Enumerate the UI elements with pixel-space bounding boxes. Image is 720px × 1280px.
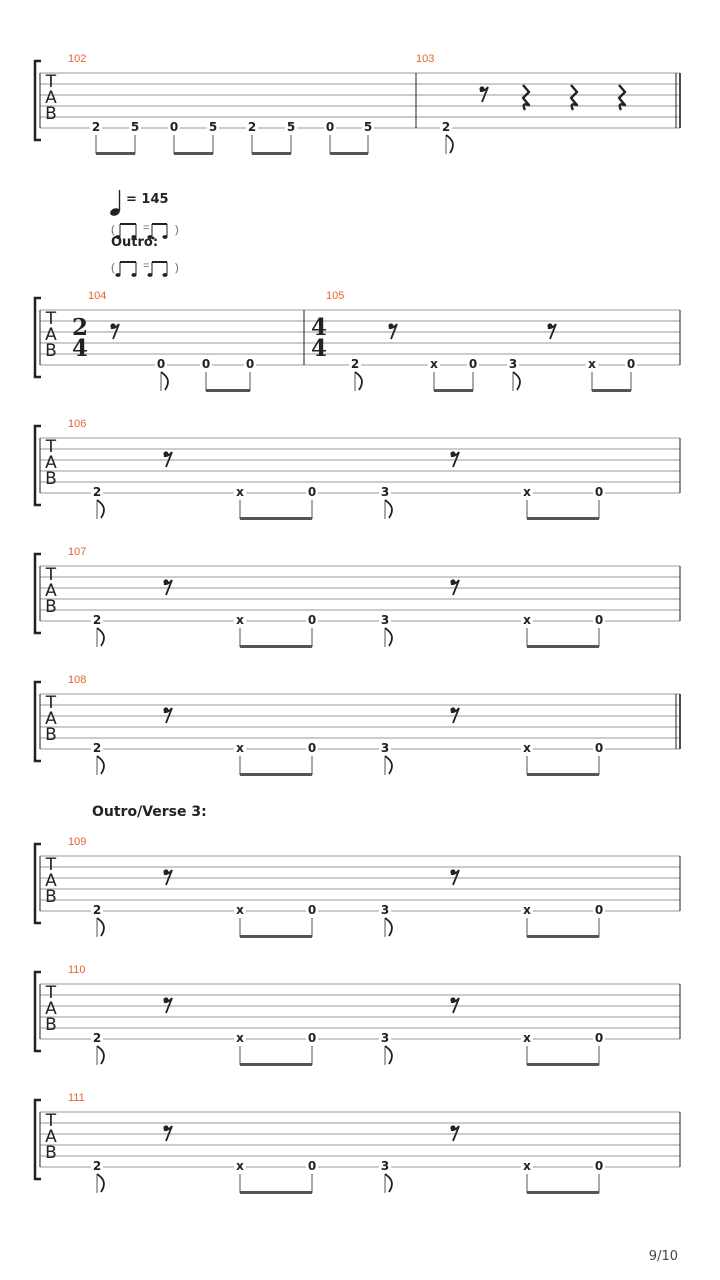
time-signature-digit: 4 [310,335,328,362]
tab-system [35,53,680,155]
measure-number: 107 [68,546,87,558]
beam [527,1063,599,1066]
tab-clef-letter: T [45,855,57,875]
tab-clef-letter: B [45,104,57,124]
fret-number: 0 [307,903,317,917]
measure-number: 102 [68,53,87,65]
fret-number: x [523,903,531,917]
fret-number: 0 [307,485,317,499]
tab-clef-letter: A [45,581,57,601]
tab-clef-letter: B [45,887,57,907]
fret-number: 2 [92,1159,102,1173]
tab-system [35,546,680,648]
fret-number: 3 [380,1159,390,1173]
fret-number: x [236,485,244,499]
tab-system [35,418,680,520]
fret-number: 0 [307,1159,317,1173]
note-flag [385,1046,392,1064]
fret-number: 2 [91,120,101,134]
tab-clef-letter: T [45,565,57,585]
tab-clef-letter: T [45,72,57,92]
tab-clef-letter: B [45,341,57,361]
note-flag [385,500,392,518]
tab-system [35,674,680,776]
fret-number: 0 [594,1159,604,1173]
tab-system [35,964,680,1066]
fret-number: x [523,613,531,627]
measure-number: 109 [68,836,87,848]
tab-clef-letter: A [45,1127,57,1147]
time-signature-digit: 4 [71,335,89,362]
beam [96,152,135,155]
section-label-outro: Outro: [111,235,159,250]
time-signature-digit: 4 [310,314,328,341]
fret-number: 0 [156,357,166,371]
tab-clef-letter: T [45,437,57,457]
fret-number: x [236,741,244,755]
note-flag [355,372,362,390]
fret-number: 5 [286,120,296,134]
tab-clef-letter: B [45,597,57,617]
tab-clef-letter: A [45,453,57,473]
fret-number: 2 [247,120,257,134]
measure-number: 111 [68,1092,85,1104]
beam [240,1191,312,1194]
fret-number: 0 [245,357,255,371]
beam [527,1191,599,1194]
fret-number: 2 [92,1031,102,1045]
tempo-bpm: = 145 [126,192,169,207]
fret-number: 0 [325,120,335,134]
fret-number: x [523,485,531,499]
section-label-outro-verse-3: Outro/Verse 3: [92,804,207,820]
swing-equals: = [143,222,150,234]
measure-number: 110 [68,964,86,976]
swing-paren-close: ) [175,224,179,236]
tab-clef-letter: T [45,983,57,1003]
tab-clef-letter: B [45,1015,57,1035]
beam [252,152,291,155]
tab-system [35,1092,680,1194]
swing-note-head [131,273,136,277]
tab-system [35,836,680,938]
fret-number: 2 [350,357,360,371]
fret-number: 0 [594,613,604,627]
beam [527,517,599,520]
fret-number: 2 [92,613,102,627]
swing-paren-open: ( [111,224,115,236]
beam [240,517,312,520]
note-flag [513,372,520,390]
tab-clef-letter: T [45,1111,57,1131]
note-flag [97,918,104,936]
page-number: 9/10 [648,1249,678,1264]
fret-number: 0 [594,485,604,499]
fret-number: 0 [307,1031,317,1045]
measure-number: 103 [416,53,435,65]
fret-number: 5 [363,120,373,134]
swing-note-head [115,273,120,277]
tab-clef-letter: B [45,1143,57,1163]
beam [434,389,473,392]
fret-number: 0 [201,357,211,371]
beam [174,152,213,155]
fret-number: x [523,1031,531,1045]
note-flag [385,918,392,936]
swing-paren-close: ) [175,262,179,274]
note-flag [385,1174,392,1192]
fret-number: 0 [307,613,317,627]
tab-clef-letter: B [45,469,57,489]
fret-number: 3 [508,357,518,371]
fret-number: x [236,613,244,627]
fret-number: 0 [594,741,604,755]
beam [240,773,312,776]
note-flag [97,1174,104,1192]
fret-number: 2 [441,120,451,134]
fret-number: 3 [380,1031,390,1045]
note-flag [385,628,392,646]
note-flag [97,628,104,646]
fret-number: 3 [380,613,390,627]
fret-number: 3 [380,741,390,755]
fret-number: 3 [380,485,390,499]
fret-number: 0 [169,120,179,134]
fret-number: 0 [626,357,636,371]
swing-equals: = [143,260,150,272]
beam [240,645,312,648]
swing-note-head [162,235,167,239]
fret-number: 5 [130,120,140,134]
beam [240,935,312,938]
tab-clef-letter: A [45,325,57,345]
note-flag [161,372,168,390]
tempo-marking [109,190,179,277]
note-flag [97,756,104,774]
fret-number: 5 [208,120,218,134]
tab-clef-letter: A [45,88,57,108]
measure-number: 105 [326,290,345,302]
measure-number: 108 [68,674,87,686]
fret-number: 0 [594,1031,604,1045]
swing-paren-open: ( [111,262,115,274]
tab-clef-letter: A [45,999,57,1019]
note-flag [97,1046,104,1064]
time-signature-digit: 2 [71,314,89,341]
tab-clef-letter: B [45,725,57,745]
beam [527,935,599,938]
tab-clef-letter: A [45,871,57,891]
beam [527,773,599,776]
swing-note-head [147,273,152,277]
note-flag [385,756,392,774]
fret-number: x [236,903,244,917]
swing-note-head [162,273,167,277]
beam [206,389,250,392]
note-flag [97,500,104,518]
fret-number: x [430,357,438,371]
fret-number: 0 [307,741,317,755]
fret-number: x [236,1159,244,1173]
tab-system [35,290,680,392]
tab-clef-letter: T [45,693,57,713]
beam [330,152,368,155]
fret-number: 2 [92,485,102,499]
fret-number: 0 [468,357,478,371]
beam [527,645,599,648]
note-flag [446,135,453,153]
fret-number: 2 [92,741,102,755]
fret-number: x [523,741,531,755]
fret-number: x [588,357,596,371]
fret-number: 3 [380,903,390,917]
beam [592,389,631,392]
tab-clef-letter: A [45,709,57,729]
fret-number: 2 [92,903,102,917]
tab-clef-letter: T [45,309,57,329]
fret-number: x [236,1031,244,1045]
measure-number: 106 [68,418,87,430]
beam [240,1063,312,1066]
fret-number: 0 [594,903,604,917]
fret-number: x [523,1159,531,1173]
measure-number: 104 [88,290,107,302]
